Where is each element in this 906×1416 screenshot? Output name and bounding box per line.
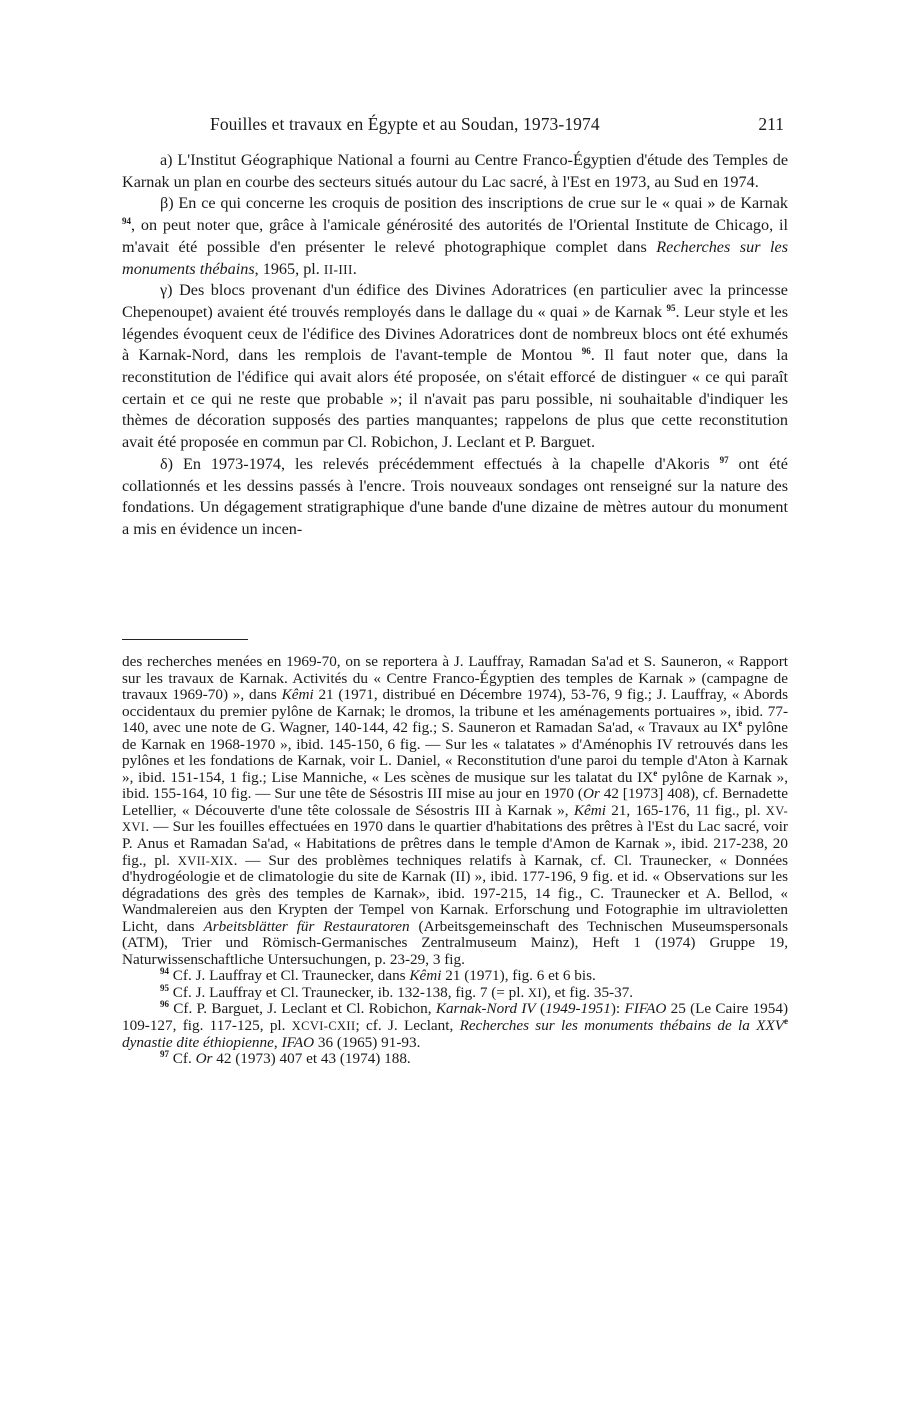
paragraph-text: , 1965, pl.	[254, 259, 324, 278]
note-text: ,	[273, 1033, 282, 1051]
plate-numeral: II-III	[323, 261, 353, 277]
plate-numeral: XCVI-CXII	[291, 1019, 356, 1034]
italic-title: Or	[582, 785, 600, 803]
note-text: 42 [1973] 408), cf. Bernadette Letellier, « Découverte d'une tête colossale de Sésostris III à Karnak »,	[122, 785, 788, 819]
paragraph-text: a) L'Institut Géographique National a fourni au Centre Franco-Égyptien d'étude des Temples de Karnak un plan en courbe des secteurs situés autour du Lac sacré, à l'Est en 1973, au Sud en 1974.	[122, 151, 788, 191]
footnote-ref[interactable]: 96	[581, 346, 591, 357]
note-text: (	[535, 1000, 546, 1018]
note-text: ), et fig. 35-37.	[542, 983, 634, 1001]
note-text: Cf. J. Lauffray et Cl. Traunecker, dans	[169, 967, 410, 985]
paragraph-text: . Il faut noter que, dans la reconstitution de l'édifice qui avait alors été proposée, on s'était efforcé de distinguer « ce qui paraît certain et ce qui ne reste que probable »; il n'avait pas paru possible, ni souhaitable d'indiquer les thèmes de décoration supposés des parties manquantes; rappelons de plus que cette reconstitution avait été proposée en commun par Cl. Robichon, J. Leclant et P. Barguet.	[122, 346, 789, 452]
italic-title: Kêmi	[409, 967, 442, 985]
paragraph-text: β) En ce qui concerne les croquis de position des inscriptions de crue sur le « quai » de Karnak	[160, 194, 788, 213]
footnote-separator	[122, 639, 248, 640]
ordinal-superscript: e	[784, 1016, 788, 1027]
footnote-number: 94	[160, 966, 169, 977]
ordinal-superscript: e	[738, 718, 743, 729]
footnote-96	[122, 1001, 788, 1051]
footnote-ref[interactable]: 97	[719, 454, 729, 465]
italic-title: Arbeitsblätter für Restauratoren	[203, 917, 410, 935]
footnote-ref[interactable]: 95	[666, 302, 676, 313]
note-text: Cf.	[169, 1050, 196, 1068]
footnote-continuation	[122, 654, 788, 968]
italic-title: Recherches sur les monuments thébains de la XXV	[459, 1017, 784, 1035]
note-text: Cf. J. Lauffray et Cl. Traunecker, ib. 132-138, fig. 7 (= pl.	[169, 983, 529, 1001]
footnote-97	[122, 1051, 788, 1068]
note-text: 25 (Le Caire 1954) 109-127, fig. 117-125, pl.	[122, 1000, 789, 1035]
note-text: 21, 165-176, 11 fig., pl.	[605, 801, 766, 819]
footnote-number: 97	[160, 1049, 169, 1060]
note-text: . — Sur des problèmes techniques relatifs à Karnak, cf. Cl. Traunecker, « Données d'hydrogéologie et de climatologie du site de Karnak (II) », ibid. 177-196, 9 fig. et id. « Observations sur les dégradations des grès des temples de Karnak», ibid. 197-215, 14 fig., C. Traunecker et A. Bellod, « Wandmalereien aus den Krypten der Tempel von Karnak. Erforschung und Fotographie im ultravioletten Licht, dans	[122, 851, 788, 935]
main-text	[122, 150, 788, 541]
italic-title: Kêmi	[573, 801, 606, 819]
note-text: des recherches menées en 1969-70, on se reportera à J. Lauffray, Ramadan Sa'ad et S. Sauneron, « Rapport sur les travaux de Karnak. Activités du « Centre Franco-Égyptien des temples de Karnak » (campagne de travaux 1969-70) », dans	[122, 653, 788, 704]
footnote-number: 96	[160, 999, 169, 1010]
footnote-number: 95	[160, 982, 169, 993]
paragraph-beta	[122, 193, 788, 280]
footnote-ref[interactable]: 94	[122, 216, 131, 227]
plate-numeral: XI	[528, 985, 542, 1000]
plate-numeral: XVII-XIX	[177, 853, 234, 868]
paragraph-text: δ) En 1973-1974, les relevés précédemment effectués à la chapelle d'Akoris	[160, 454, 720, 473]
italic-title: Kêmi	[281, 686, 314, 704]
paragraph-delta	[122, 454, 788, 541]
running-header	[122, 114, 788, 138]
running-title: Fouilles et travaux en Égypte et au Soudan, 1973-1974	[210, 114, 600, 134]
paragraph-alpha	[122, 150, 788, 193]
page-number: 211	[758, 114, 784, 134]
note-text: . — Sur les fouilles effectuées en 1970 dans le quartier d'habitations des prêtres à l'Est du Lac sacré, voir P. Anus et Ramadan Sa'ad, « Habitations de prêtres dans le temple d'Amon de Karnak », ibid. 217-238, 20 fig., pl.	[122, 818, 788, 869]
ordinal-superscript: e	[653, 767, 658, 778]
note-text: (Arbeitsgemeinschaft des Technischen Museumspersonals (ATM), Trier und Römisch-Germanisches Zentralmuseum Mainz), Heft 1 (1974) Gruppe 19, Naturwissenschaftliche Untersuchungen, p. 23-29, 3 fig.	[122, 917, 788, 968]
footnote-95	[122, 982, 788, 1002]
paragraph-text: γ) Des blocs provenant d'un édifice des Divines Adoratrices (en particulier avec la princesse Chepenoupet) avaient été trouvés remployés dans le dallage du « quai » de Karnak	[122, 281, 788, 321]
note-text: 36 (1965) 91-93.	[314, 1033, 421, 1051]
italic-title: FIFAO	[624, 1000, 667, 1018]
paragraph-text: , on peut noter que, grâce à l'amicale générosité des autorités de l'Oriental Institute de Chicago, il m'avait été possible d'en présenter le relevé photographique complet dans	[122, 216, 788, 256]
plate-numeral: XV-XVI	[122, 803, 788, 835]
note-text: 21 (1971), fig. 6 et 6 bis.	[441, 967, 596, 985]
note-text: 21 (1971, distribué en Décembre 1974), 53-76, 9 fig.; J. Lauffray, « Abords occidentaux du premier pylône de Karnak; le dromos, la tribune et les aménagements portuaires », ibid. 77-140, avec une note de G. Wagner, 140-144, 42 fig.; S. Sauneron et Ramadan Sa'ad, « Travaux au IX	[122, 686, 788, 737]
note-text: ; cf. J. Leclant,	[355, 1017, 460, 1035]
italic-title: Recherches sur les monuments thébains	[122, 237, 788, 278]
paragraph-text: .	[352, 259, 357, 278]
paragraph-text: . Leur style et les légendes évoquent ceux de l'édifice des Divines Adoratrices dont de nombreux blocs ont été exhumés à Karnak-Nord, dans les remplois de l'avant-temple de Montou	[122, 302, 789, 365]
note-text: pylône de Karnak », ibid. 155-164, 10 fig. — Sur une tête de Sésostris III mise au jour en 1970 (	[122, 768, 789, 803]
italic-title: Or	[195, 1050, 213, 1068]
paragraph-text: ont été collationnés et les dessins passés à l'encre. Trois nouveaux sondages ont renseigné sur la nature des fondations. Un dégagement stratigraphique d'une bande d'une dizaine de mètres autour du monument a mis en évidence un incen-	[122, 454, 788, 538]
italic-title: dynastie dite éthiopienne	[122, 1033, 274, 1051]
note-text: pylône de Karnak en 1968-1970 », ibid. 145-150, 6 fig. — Sur les « talatates » d'Aménophis IV retrouvés dans les pylônes et les fondations de Karnak, voir L. Daniel, « Reconstitution d'une paroi du temple d'Aton à Karnak », ibid. 151-154, 1 fig.; Lise Manniche, « Les scènes de musique sur les talatat du IX	[122, 719, 788, 786]
italic-title: IFAO	[281, 1033, 315, 1051]
note-text: 42 (1973) 407 et 43 (1974) 188.	[212, 1050, 411, 1068]
note-text: ):	[610, 1000, 625, 1018]
italic-title: Karnak-Nord IV	[435, 1000, 536, 1018]
footnote-94	[122, 968, 788, 985]
paragraph-gamma	[122, 280, 788, 454]
footnotes	[122, 654, 788, 1068]
italic-title: 1949-1951	[545, 1000, 611, 1018]
note-text: Cf. P. Barguet, J. Leclant et Cl. Robichon,	[169, 1000, 436, 1018]
